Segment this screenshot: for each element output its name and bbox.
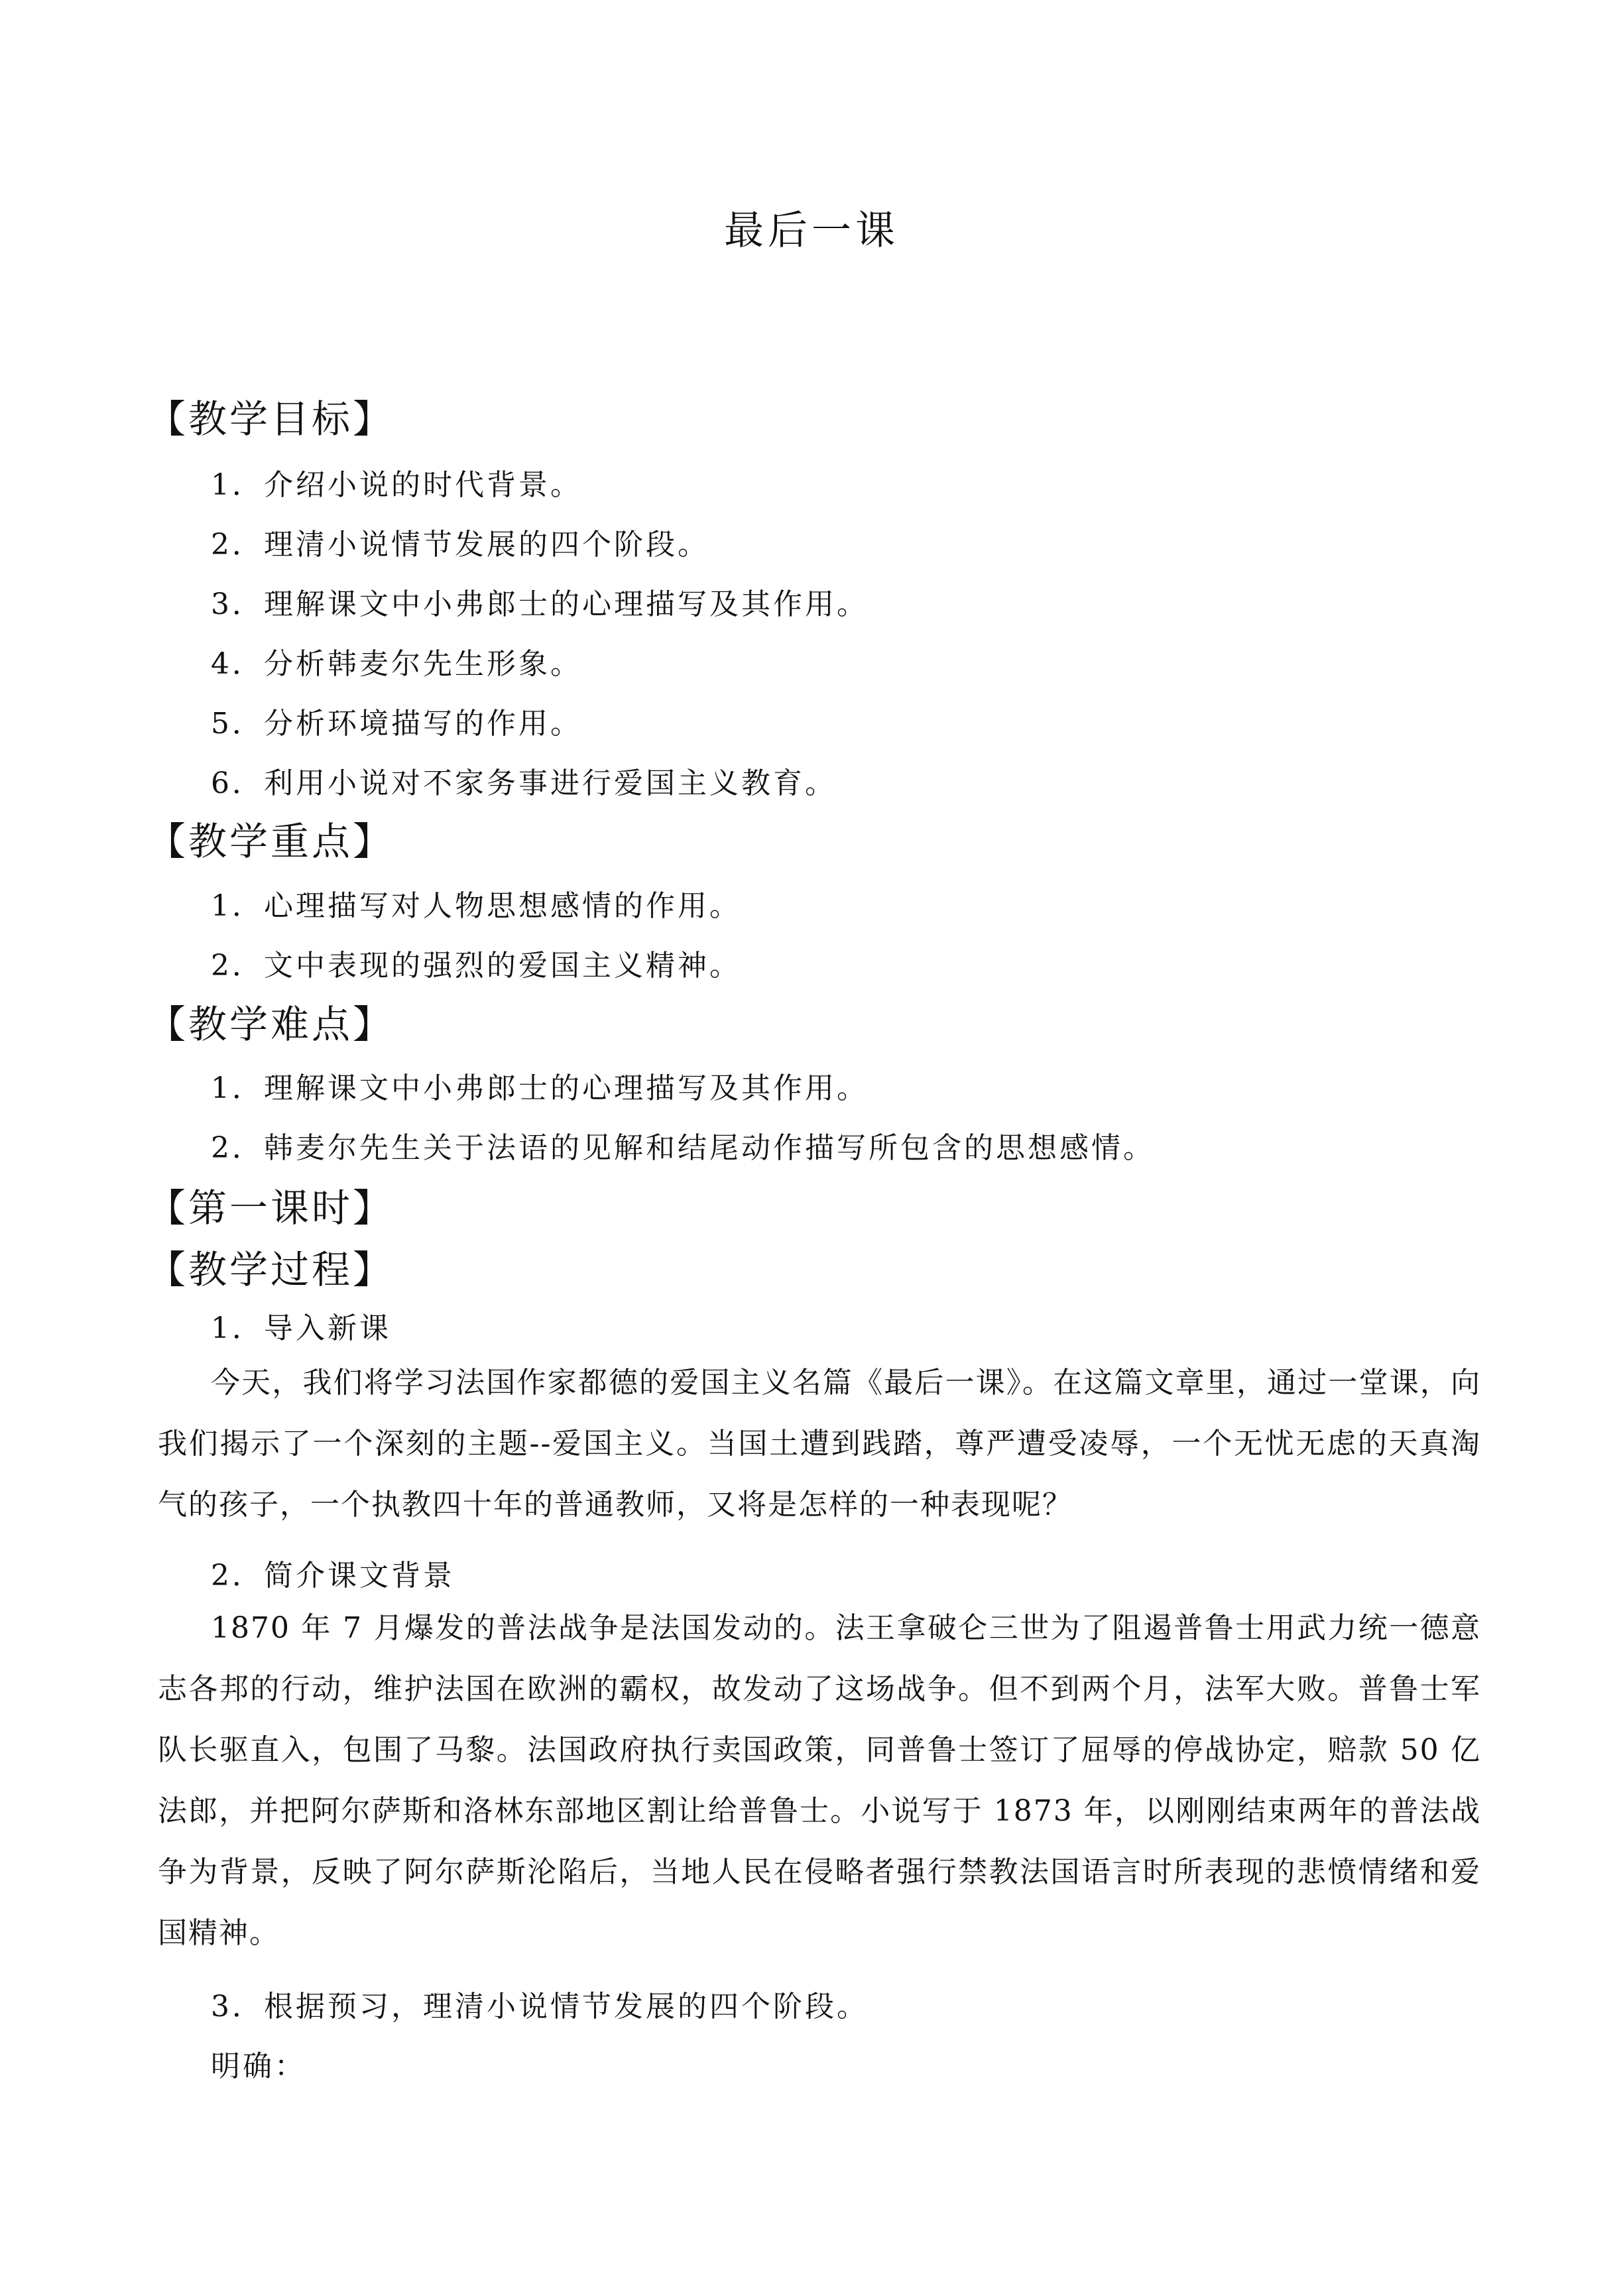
heading-difficulties: 【教学难点】 [147, 1002, 394, 1047]
key-point-item-1: 1．心理描写对人物思想感情的作用。 [211, 889, 741, 923]
process-step-2: 2．简介课文背景 [211, 1559, 455, 1593]
heading-first-period: 【第一课时】 [147, 1185, 394, 1231]
difficulty-item-1: 1．理解课文中小弗郎士的心理描写及其作用。 [211, 1071, 869, 1105]
goal-item-2: 2．理清小说情节发展的四个阶段。 [211, 528, 709, 562]
goal-item-1: 1．介绍小说的时代背景。 [211, 468, 582, 502]
difficulty-item-2: 2．韩麦尔先生关于法语的见解和结尾动作描写所包含的思想感情。 [211, 1131, 1155, 1165]
heading-teaching-process: 【教学过程】 [147, 1247, 394, 1292]
intro-paragraph: 今天，我们将学习法国作家都德的爱国主义名篇《最后一课》。在这篇文章里，通过一堂课，向我们揭示了一个深刻的主题--爱国主义。当国土遭到践踏，尊严遭受凌辱，一个无忧无虑的天真淘气的孩子，一个执教四十年的普通教师，又将是怎样的一种表现呢？ [158, 1366, 1481, 1522]
page-title: 最后一课 [724, 208, 899, 254]
process-step-3: 3．根据预习，理清小说情节发展的四个阶段。 [211, 1990, 869, 2024]
goal-item-5: 5．分析环境描写的作用。 [211, 707, 582, 741]
background-paragraph: 1870 年 7 月爆发的普法战争是法国发动的。法王拿破仑三世为了阻遏普鲁士用武力统一德意志各邦的行动，维护法国在欧洲的霸权，故发动了这场战争。但不到两个月，法军大败。普鲁士军队长驱直入，包围了马黎。法国政府执行卖国政策，同普鲁士签订了屈辱的停战协定，赔款 50 亿法郎，并把阿尔萨斯和洛林东部地区割让给普鲁士。小说写于 1873 年，以刚刚结束两年的普法战争为背景，反映了阿尔萨斯沦陷后，当地人民在侵略者强行禁教法国语言时所表现的悲愤情绪和爱国精神。 [158, 1611, 1481, 1950]
answer-label: 明确： [211, 2049, 306, 2083]
goal-item-3: 3．理解课文中小弗郎士的心理描写及其作用。 [211, 587, 869, 621]
heading-teaching-goals: 【教学目标】 [147, 396, 394, 442]
goal-item-4: 4．分析韩麦尔先生形象。 [211, 647, 582, 681]
goal-item-6: 6．利用小说对不家务事进行爱国主义教育。 [211, 766, 837, 800]
key-point-item-2: 2．文中表现的强烈的爱国主义精神。 [211, 949, 741, 983]
process-step-1: 1．导入新课 [211, 1311, 391, 1345]
heading-key-points: 【教学重点】 [147, 819, 394, 864]
